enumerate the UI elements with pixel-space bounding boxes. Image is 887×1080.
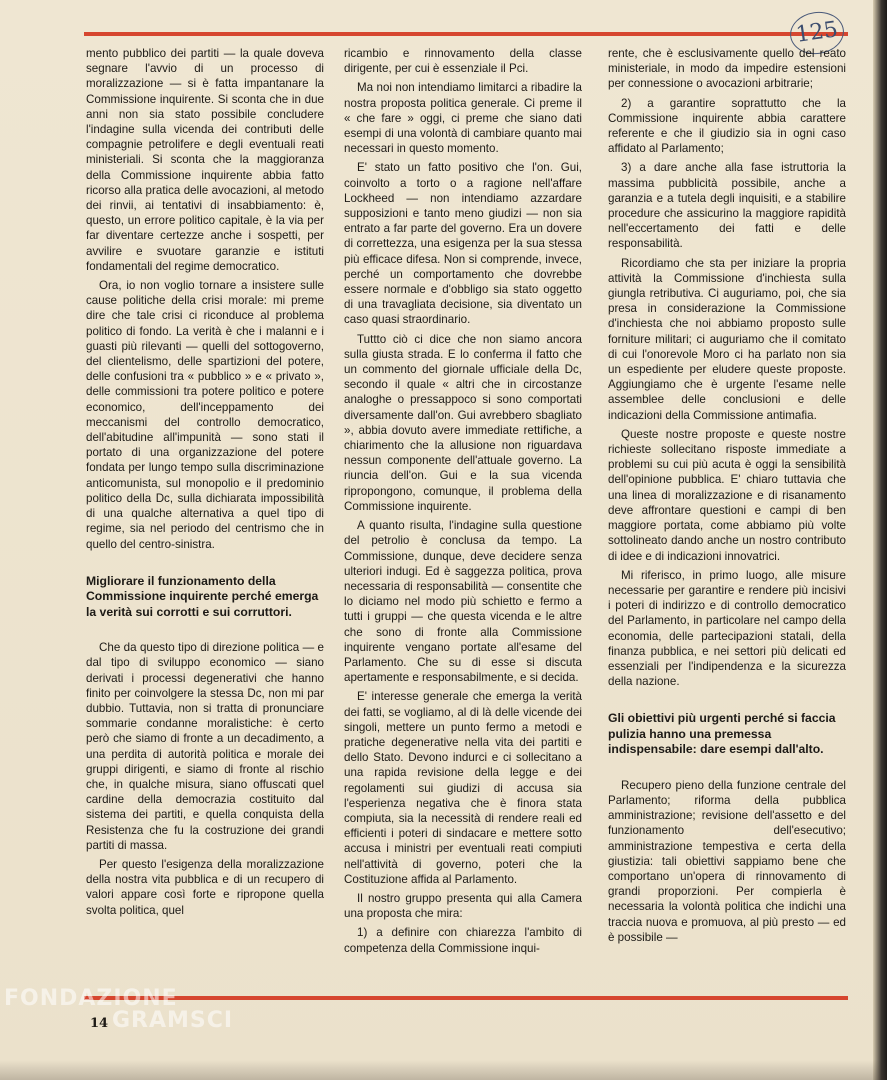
paragraph: Che da questo tipo di direzione politica — e dal tipo di sviluppo economico — siano derivati i processi degenerativi che hanno finito per coinvolgere la stessa Dc, non mi par dubbio. Tuttavia, non si tratta di pronunciare sommarie condanne moralistiche: è certo però che siamo di fronte a un decadimento, a una perdita di autorità politica e morale dei gruppi dirigenti, e siamo di fronte al rischio che, in qualche misura, siano offuscati quel cardine della democrazia costituito dal sistema dei partiti, e quella conquista della Resistenza che fu la costruzione dei grandi partiti di massa. (86, 641, 324, 852)
paragraph: Queste nostre proposte e queste nostre richieste sollecitano risposte immediate a problemi su cui più acuta è oggi la sensibilità dell'opinione pubblica. E' chiaro tuttavia che una linea di moralizzazione e di risanamento deve affrontare questioni e campi di ben maggiore portata, come abbiamo più volte sottolineato dando anche un nostro contributo di idee e di indicazioni innovatrici. (608, 427, 846, 563)
paragraph: Recupero pieno della funzione centrale del Parlamento; riforma della pubblica amministrazione; revisione dell'assetto e del funzionamento dell'esecutivo; amministrazione tempestiva e certa della giustizia: tali obiettivi sappiamo bene che comportano un'opera di rinnovamento di grandi proporzioni. Per compierla è necessaria la volontà politica che indichi una traccia nuova e promuova, al più presto — ed è possibile — (608, 778, 846, 944)
paragraph: Ora, io non voglio tornare a insistere sulle cause politiche della crisi morale: mi preme dire che tale crisi ci riconduce al problema politico di fondo. La verità è che i malanni e i guasti più rilevanti — quelli del sottogoverno, del clientelismo, delle spartizioni del potere, delle confusioni tra « pubblico » e « privato », delle commissioni tra potere politico e potere economico, dell'inceppamento dei meccanismi del controllo democratico, dell'abitudine all'impunità — sono stati il portato di una organizzazione del potere fondata per lungo tempo sulla discriminazione anticomunista, sul monopolio e il predominio politico della Dc, sulla dichiarata impossibilità di una qualche alternativa a quel tipo di regime, sia nel periodo del centrismo che in quello del centro-sinistra. (86, 279, 324, 551)
archive-watermark (4, 988, 233, 1032)
archive-number-stamp: 125 (787, 8, 846, 57)
bottom-edge-shadow (0, 1060, 887, 1080)
text-column-3 (608, 46, 846, 949)
paragraph: 2) a garantire soprattutto che la Commissione inquirente abbia carattere referente e che il giudizio sia in ogni caso affidato al Parlamento; (608, 96, 846, 156)
paragraph: E' stato un fatto positivo che l'on. Gui, coinvolto a torto o a ragione nell'affare Lockheed — non intendiamo azzardare supposizioni e tanto meno giudizi — non sia entrato a far parte del governo. Era un dovere di correttezza, una esigenza per la sua stessa più efficace difesa. Non si comprende, invece, perché un comportamento che dovrebbe essere normale e d'obbligo sia stato oggetto di una travagliata decisione, sia diventato un caso quasi straordinario. (344, 161, 582, 327)
paragraph: Mi riferisco, in primo luogo, alle misure necessarie per garantire e rendere più incisivi i poteri di indirizzo e di controllo democratico del Parlamento, in particolare nel campo della economia, delle partecipazioni statali, della finanza pubblica, e nei settori più delicati ed essenziali per l'indipendenza e la sicurezza della nazione. (608, 568, 846, 689)
paragraph: mento pubblico dei partiti — la quale doveva segnare l'avvio di un processo di moralizzazione — si è fatta impantanare la Commissione inquirente. Si sconta che in due anni non sia stato possibile concludere l'indagine sulla vicenda dei contributi delle compagnie petrolifere e degli eventuali reati ministeriali. Si sconta che la maggioranza della Commissione inquirente abbia fatto ricorso alla pratica delle avocazioni, al metodo dei rinvii, ai tentativi di insabbiamento: è, questo, un errore politico capitale, è la via per far diventare certezze anche i sospetti, per avvilire e svuotare garanzie e istituti fondamentali del regime democratico. (86, 47, 324, 273)
top-red-rule (84, 32, 848, 36)
paragraph: 3) a dare anche alla fase istruttoria la massima pubblicità possibile, anche a garanzia e a tutela degli inquisiti, e a stabilire procedure che assicurino la maggiore rapidità nell'eccertamento dei fatti e delle responsabilità. (608, 161, 846, 251)
watermark-line-2: GRAMSCI (112, 1008, 234, 1033)
paragraph: rente, che è esclusivamente quello del reato ministeriale, in modo da impedire estensioni per connessione o avocazioni arbitrarie; (608, 47, 846, 91)
text-column-1 (86, 46, 324, 922)
paragraph: 1) a definire con chiarezza l'ambito di competenza della Commissione inqui- (344, 926, 582, 955)
paragraph: Tuttto ciò ci dice che non siamo ancora sulla giusta strada. E lo conferma il fatto che un commento del giornale ufficiale della Dc, secondo il quale « altri che in circostanze analoghe o pressappoco si sono comportati diversamente dall'on. Gui avrebbero sbagliato », abbia dovuto avere immediate rettifiche, a chiarimento che la allusione non riguardava nessun componente dell'attuale governo. La riuncia dell'on. Gui e la sua vicenda ripropongono, comunque, il problema della Commissione inquirente. (344, 332, 582, 513)
paragraph: Ricordiamo che sta per iniziare la propria attività la Commissione d'inchiesta sulla giungla retributiva. Ci auguriamo, poi, che sia presa in considerazione la Commissione d'inchiesta che noi abbiamo proposto sulle forniture militari; ci auguriamo che il comitato di cui l'onorevole Moro ci ha parlato non sia un espediente per eludere queste proposte. Aggiungiamo che è urgente l'esame nelle assemblee delle conclusioni e delle indicazioni della Commissione antimafia. (608, 256, 846, 422)
paragraph: ricambio e rinnovamento della classe dirigente, per cui è essenziale il Pci. (344, 47, 582, 76)
section-heading: Migliorare il funzionamento della Commissione inquirente perché emerga la verità sui corrotti e sui corruttori. (86, 573, 319, 619)
page-edge-shadow (873, 0, 887, 1080)
watermark-line-1: FONDAZIONE (4, 986, 178, 1011)
paragraph: E' interesse generale che emerga la verità dei fatti, se vogliamo, al di là delle vicende dei singoli, mettere un punto fermo a metodi e pratiche degenerative nella vita dei partiti e dello Stato. Devono indurci e ci sollecitano a una rapida revisione della legge e dei regolamenti sui giudizi di accusa sia l'esperienza negativa che è finora stata compiuta, sia la necessità di rendere reali ed efficienti i poteri di sindacare e mettere sotto accusa i ministri per eventuali reati compiuti nell'attività di governo, poteri che la Costituzione affida al Parlamento. (344, 690, 582, 886)
paragraph: A quanto risulta, l'indagine sulla questione del petrolio è conclusa da tempo. La Commissione, dunque, deve decidere senza ulteriori indugi. Ed è saggezza politica, prova necessaria di responsabilità — consentite che lo diciamo nel modo più schietto e fermo a tutti i gruppi — che questa vicenda e le altre che sono di fronte alla Commissione inquirente vengano portate all'esame del Parlamento. Che su di esse si discuta apertamente e responsabilmente, e si decida. (344, 519, 582, 685)
paragraph: Per questo l'esigenza della moralizzazione della nostra vita pubblica e di un recupero di valori appare così forte e ripropone quella svolta politica, quel (86, 858, 324, 917)
paragraph: Ma noi non intendiamo limitarci a ribadire la nostra proposta politica generale. Ci preme il « che fare » oggi, ci preme che siano dati esempi di una volontà di cambiare quanto mai necessari in questo momento. (344, 81, 582, 156)
page-number: 14 (90, 1016, 109, 1031)
text-column-2 (344, 46, 582, 960)
section-heading: Gli obiettivi più urgenti perché si faccia pulizia hanno una premessa indispensabile: dare esempi dall'alto. (608, 711, 836, 757)
paragraph: Il nostro gruppo presenta qui alla Camera una proposta che mira: (344, 891, 582, 921)
